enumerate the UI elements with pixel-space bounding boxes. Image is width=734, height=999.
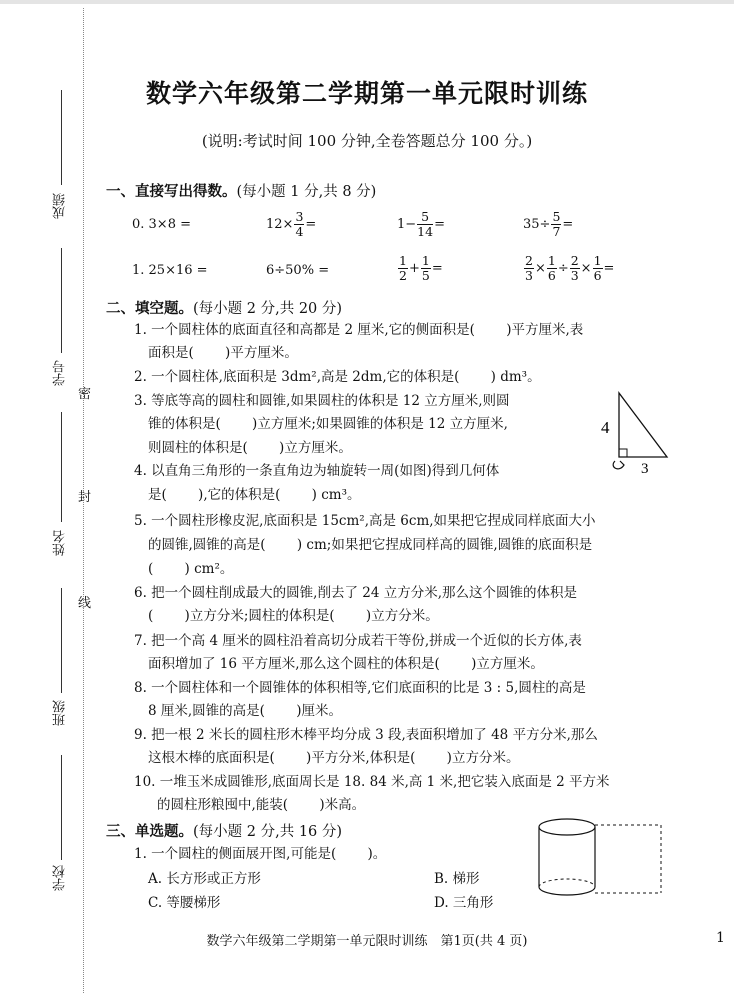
fill-q3-line3: 则圆柱的体积是( )立方厘米。 (148, 440, 352, 456)
fill-q6-line1: 6. 把一个圆柱削成最大的圆锥,削去了 24 立方分米,那么这个圆锥的体积是 (134, 585, 578, 601)
section2-heading (106, 297, 342, 318)
fill-q5-line1: 5. 一个圆柱形橡皮泥,底面积是 15cm²,高是 6cm,如果把它捏成同样底面大小 (134, 513, 596, 529)
page-title: 数学六年级第二学期第一单元限时训练 (145, 79, 588, 108)
fraction: $\frac{2}{3}$ (570, 253, 579, 283)
fraction: $\frac{1}{2}$ (399, 253, 407, 283)
fill-q9-line1: 9. 把一根 2 米长的圆柱形木棒平均分成 3 段,表面积增加了 48 平方分米,那么 (134, 727, 598, 743)
fraction: $\frac{1}{6}$ (593, 253, 602, 283)
choice-q1: 1. 一个圆柱的侧面展开图,可能是( )。 (134, 846, 387, 862)
seal-char-feng: 封 (78, 490, 92, 505)
option-a: A. 长方形或正方形 (148, 871, 261, 887)
section3-note: (每小题 2 分,共 16 分) (193, 824, 343, 840)
student-id-line (61, 248, 62, 353)
cylinder-bottom-back (539, 879, 595, 887)
fraction: $\frac{1}{6}$ (547, 253, 556, 283)
fraction: $\frac{5}{14}$ (417, 209, 434, 239)
fill-q1-line1: 1. 一个圆柱体的底面直径和高都是 2 厘米,它的侧面积是( )平方厘米,表 (134, 322, 584, 338)
section1-heading (106, 180, 376, 201)
side-label-class: 班级 (53, 700, 68, 726)
fraction: $\frac{3}{4}$ (295, 209, 304, 239)
seal-char-mi: 密 (78, 387, 92, 402)
side-label-student-id: 学号 (53, 360, 68, 386)
fill-q5-line2: 的圆锥,圆锥的高是( ) cm;如果把它捏成同样高的圆锥,圆锥的底面积是 (148, 537, 593, 553)
fill-q10-line1: 10. 一堆玉米成圆锥形,底面周长是 18. 84 米,高 1 米,把它装入底面是 2 平方米 (134, 774, 610, 790)
cylinder-figure (535, 815, 665, 905)
rotation-arrow-icon (613, 461, 624, 469)
calc-item-3: 1− $\frac{5}{14}$ = (397, 209, 445, 239)
triangle-shape (619, 393, 667, 457)
fill-q7-line1: 7. 把一个高 4 厘米的圆柱沿着高切分成若干等份,拼成一个近似的长方体,表 (134, 633, 582, 649)
side-label-name: 姓名 (53, 530, 68, 556)
calc-item-2: 12× $\frac{3}{4}$ = (266, 209, 317, 239)
top-bar (0, 0, 734, 4)
triangle-base-label: 3 (641, 461, 649, 477)
fill-q2: 2. 一个圆柱体,底面积是 3dm²,高是 2dm,它的体积是( ) dm³。 (134, 369, 541, 385)
calc-item-1: 0. 3×8 = (132, 217, 191, 232)
fraction: $\frac{1}{5}$ (421, 253, 430, 283)
fill-q1-line2: 面积是( )平方厘米。 (148, 345, 298, 361)
calc-item-4: 35÷ $\frac{5}{7}$ = (523, 209, 574, 239)
triangle-height-label: 4 (601, 418, 610, 437)
fill-q9-line2: 这根木棒的底面积是( )平方分米,体积是( )立方分米。 (148, 750, 520, 766)
side-label-school: 学校 (53, 865, 68, 891)
fill-q3-line2: 锥的体积是( )立方厘米;如果圆锥的体积是 12 立方厘米, (148, 416, 508, 432)
fill-q10-line2: 的圆柱形粮囤中,能装( )米高。 (157, 797, 366, 813)
fill-q8-line1: 8. 一个圆柱体和一个圆锥体的体积相等,它们底面积的比是 3 : 5,圆柱的高是 (134, 680, 586, 696)
page-footer: 数学六年级第二学期第一单元限时训练 第1页(共 4 页) (206, 934, 528, 949)
fill-q8-line2: 8 厘米,圆锥的高是( )厘米。 (148, 703, 342, 719)
section2-title: 二、填空题。 (106, 301, 193, 317)
option-b: B. 梯形 (434, 871, 480, 887)
seal-char-xian: 线 (78, 596, 92, 611)
page-subtitle: (说明:考试时间 100 分钟,全卷答题总分 100 分。) (201, 132, 533, 150)
section1-note: (每小题 1 分,共 8 分) (236, 184, 377, 200)
right-triangle-figure (595, 385, 685, 480)
option-c: C. 等腰梯形 (148, 895, 221, 911)
calc-item-7: $\frac{1}{2}$ + $\frac{1}{5}$ = (399, 253, 443, 283)
section3-title: 三、单选题。 (106, 824, 193, 840)
cylinder-bottom-front (539, 887, 595, 895)
calc-item-6: 6÷50% = (266, 263, 330, 278)
section1-title: 一、直接写出得数。 (106, 184, 237, 200)
fill-q4-line2: 是( ),它的体积是( ) cm³。 (148, 487, 361, 503)
fill-q3-line1: 3. 等底等高的圆柱和圆锥,如果圆柱的体积是 12 立方厘米,则圆 (134, 393, 510, 409)
page-number: 1 (716, 930, 725, 946)
fill-q5-line3: ( ) cm²。 (148, 561, 234, 577)
class-line (61, 588, 62, 693)
fill-q6-line2: ( )立方分米;圆柱的体积是( )立方分米。 (148, 608, 439, 624)
fill-q4-line1: 4. 以直角三角形的一条直角边为轴旋转一周(如图)得到几何体 (134, 463, 500, 479)
cylinder-top (539, 819, 595, 835)
fraction: $\frac{5}{7}$ (552, 209, 561, 239)
name-line (61, 412, 62, 522)
right-angle-mark (619, 449, 627, 457)
calc-item-5: 1. 25×16 = (132, 263, 208, 278)
calc-item-8: $\frac{2}{3}$ × $\frac{1}{6}$ ÷ $\frac{2}{3}$ × $\frac{1}{6}$ = (525, 253, 615, 283)
side-label-score: 成绩 (53, 193, 68, 219)
fraction: $\frac{2}{3}$ (525, 253, 533, 283)
section3-heading (106, 820, 342, 841)
fill-q7-line2: 面积增加了 16 平方厘米,那么这个圆柱的体积是( )立方厘米。 (148, 656, 544, 672)
school-line (61, 755, 62, 860)
option-d: D. 三角形 (434, 895, 494, 911)
section2-note: (每小题 2 分,共 20 分) (193, 301, 343, 317)
